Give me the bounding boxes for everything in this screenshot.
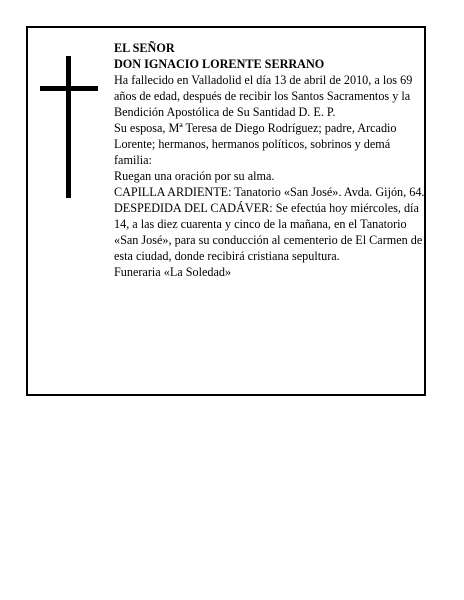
family-members: Su esposa, Mª Teresa de Diego Rodríguez; padre, Arcadio Lorente; hermanos, hermanos políticos, sobrinos y demá familia: — [114, 121, 397, 167]
funeral-home: Funeraria «La Soledad» — [114, 265, 232, 279]
cross-icon — [40, 56, 98, 198]
obituary-notice — [26, 26, 426, 396]
deceased-name: DON IGNACIO LORENTE SERRANO — [114, 57, 325, 71]
chapel-info: CAPILLA ARDIENTE: Tanatorio «San José». Avda. Gijón, 64. — [114, 185, 425, 199]
cross-vertical-bar — [66, 56, 71, 198]
cross-horizontal-bar — [40, 86, 98, 91]
death-announcement: Ha fallecido en Valladolid el día 13 de abril de 2010, a los 69 años de edad, después de recibir los Santos Sacramentos y la Bendición Apostólica de Su Santidad D. E. P. — [114, 73, 413, 119]
notice-text — [114, 40, 426, 280]
prayer-request: Ruegan una oración por su alma. — [114, 169, 275, 183]
notice-title-prefix: EL SEÑOR — [114, 41, 175, 55]
farewell-info: DESPEDIDA DEL CADÁVER: Se efectúa hoy miércoles, día 14, a las diez cuarenta y cinco de la mañana, en el Tanatorio «San José», para su conducción al cementerio de El Carmen de esta ciudad, donde recibirá cristiana sepultura. — [114, 201, 423, 263]
